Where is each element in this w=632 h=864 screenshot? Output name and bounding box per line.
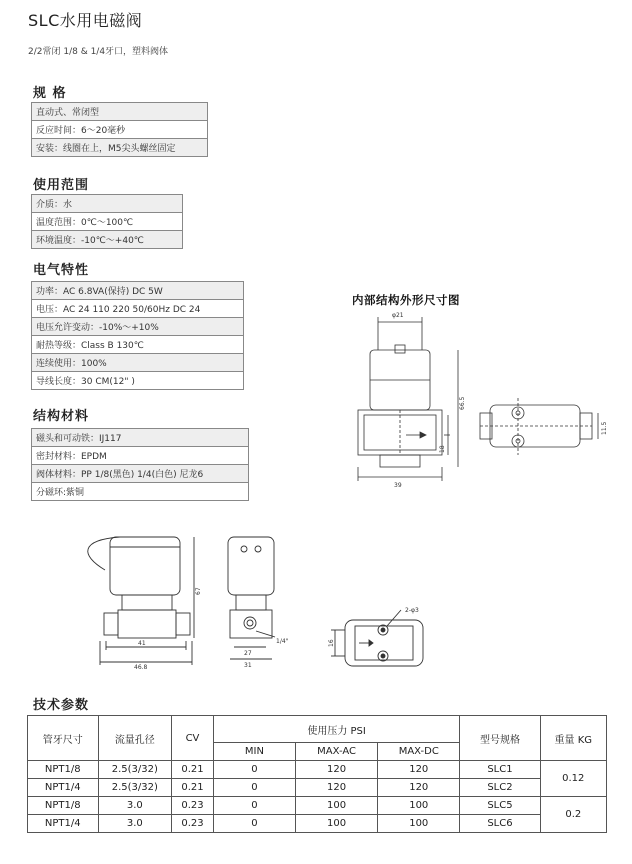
col-max-dc: MAX-DC bbox=[378, 743, 460, 761]
cell-max-dc: 120 bbox=[378, 779, 460, 797]
col-thread: 管牙尺寸 bbox=[28, 716, 99, 761]
cell-thread: NPT1/8 bbox=[28, 761, 99, 779]
coil-body-front bbox=[228, 537, 274, 595]
col-min: MIN bbox=[213, 743, 295, 761]
dim-label-67: 67 bbox=[195, 587, 202, 595]
cell-orifice: 2.5(3/32) bbox=[98, 761, 172, 779]
cell-thread: NPT1/8 bbox=[28, 797, 99, 815]
dim-label-11-5: 11.5 bbox=[601, 421, 608, 435]
dim-label-phi21: φ21 bbox=[392, 312, 404, 319]
tech-table bbox=[27, 715, 607, 833]
cell-orifice: 2.5(3/32) bbox=[98, 779, 172, 797]
coil-body-side bbox=[110, 537, 180, 595]
usage-row: 温度范围：0℃～100℃ bbox=[32, 213, 183, 231]
electric-row: 耐热等级：Class B 130℃ bbox=[32, 336, 244, 354]
cell-thread: NPT1/4 bbox=[28, 815, 99, 833]
material-table bbox=[31, 428, 249, 501]
usage-row: 环境温度：-10℃～+40℃ bbox=[32, 231, 183, 249]
cell-cv: 0.21 bbox=[172, 779, 214, 797]
cell-max-ac: 100 bbox=[295, 797, 377, 815]
cell-weight: 0.12 bbox=[540, 761, 606, 797]
dim-label-41: 41 bbox=[138, 640, 146, 647]
electric-row: 导线长度：30 CM(12" ) bbox=[32, 372, 244, 390]
electric-heading: 电气特性 bbox=[33, 263, 90, 278]
cell-cv: 0.21 bbox=[172, 761, 214, 779]
cell-min: 0 bbox=[213, 797, 295, 815]
cell-model: SLC1 bbox=[460, 761, 540, 779]
lead-wire bbox=[88, 537, 120, 570]
table-row bbox=[28, 797, 607, 815]
dim-label-18: 18 bbox=[439, 445, 446, 453]
cell-max-ac: 120 bbox=[295, 779, 377, 797]
electric-table bbox=[31, 281, 244, 390]
cell-weight: 0.2 bbox=[540, 797, 606, 833]
dim-label-66-5: 66.5 bbox=[459, 396, 466, 410]
cell-max-dc: 100 bbox=[378, 797, 460, 815]
col-max-ac: MAX-AC bbox=[295, 743, 377, 761]
dim-label-holes: 2-φ3 bbox=[405, 607, 419, 614]
cell-orifice: 3.0 bbox=[98, 815, 172, 833]
electric-row: 电压允许变动：-10%～+10% bbox=[32, 318, 244, 336]
cell-model: SLC6 bbox=[460, 815, 540, 833]
cell-model: SLC2 bbox=[460, 779, 540, 797]
table-row bbox=[28, 761, 607, 779]
col-model: 型号规格 bbox=[460, 716, 540, 761]
cell-min: 0 bbox=[213, 815, 295, 833]
material-row: 分磁环:紫铜 bbox=[32, 483, 249, 501]
cell-max-dc: 100 bbox=[378, 815, 460, 833]
page-title: SLC水用电磁阀 bbox=[28, 11, 143, 30]
valve-section-drawing bbox=[340, 305, 630, 505]
material-row: 磁头和可动铁：IJ117 bbox=[32, 429, 249, 447]
spec-heading: 规 格 bbox=[33, 86, 67, 101]
spec-row: 安装：线圈在上，M5尖头螺丝固定 bbox=[32, 139, 208, 157]
cell-orifice: 3.0 bbox=[98, 797, 172, 815]
cell-min: 0 bbox=[213, 779, 295, 797]
table-row bbox=[28, 779, 607, 797]
cell-min: 0 bbox=[213, 761, 295, 779]
table-row bbox=[28, 815, 607, 833]
page-subtitle: 2/2常闭 1/8 & 1/4牙口，塑料阀体 bbox=[28, 47, 169, 57]
dim-label-thread: 1/4" bbox=[276, 638, 289, 645]
cell-cv: 0.23 bbox=[172, 815, 214, 833]
cell-thread: NPT1/4 bbox=[28, 779, 99, 797]
cell-max-ac: 120 bbox=[295, 761, 377, 779]
dim-label-16: 16 bbox=[328, 639, 335, 647]
cell-max-ac: 100 bbox=[295, 815, 377, 833]
col-cv: CV bbox=[172, 716, 214, 761]
valve-bottom-view bbox=[325, 600, 465, 680]
cell-model: SLC5 bbox=[460, 797, 540, 815]
electric-row: 电压：AC 24 110 220 50/60Hz DC 24 bbox=[32, 300, 244, 318]
tech-heading: 技术参数 bbox=[33, 698, 90, 713]
material-heading: 结构材料 bbox=[33, 409, 90, 424]
spec-row: 直动式、常闭型 bbox=[32, 103, 208, 121]
electric-row: 连续使用：100% bbox=[32, 354, 244, 372]
dim-label-46-8: 46.8 bbox=[134, 664, 148, 671]
dim-label-27: 27 bbox=[244, 650, 252, 657]
usage-table bbox=[31, 194, 183, 249]
spec-table bbox=[31, 102, 208, 157]
dim-label-31: 31 bbox=[244, 662, 252, 669]
cell-max-dc: 120 bbox=[378, 761, 460, 779]
usage-row: 介质：水 bbox=[32, 195, 183, 213]
dim-label-39: 39 bbox=[394, 482, 402, 489]
diagram-title: 内部结构外形尺寸图 bbox=[352, 293, 460, 307]
col-pressure: 使用压力 PSI bbox=[213, 716, 459, 743]
cell-cv: 0.23 bbox=[172, 797, 214, 815]
col-orifice: 流量孔径 bbox=[98, 716, 172, 761]
col-weight: 重量 KG bbox=[540, 716, 606, 761]
material-row: 阀体材料：PP 1/8(黑色) 1/4(白色) 尼龙6 bbox=[32, 465, 249, 483]
spec-row: 反应时间：6～20毫秒 bbox=[32, 121, 208, 139]
electric-row: 功率：AC 6.8VA(保持) DC 5W bbox=[32, 282, 244, 300]
material-row: 密封材料：EPDM bbox=[32, 447, 249, 465]
usage-heading: 使用范围 bbox=[33, 178, 90, 193]
